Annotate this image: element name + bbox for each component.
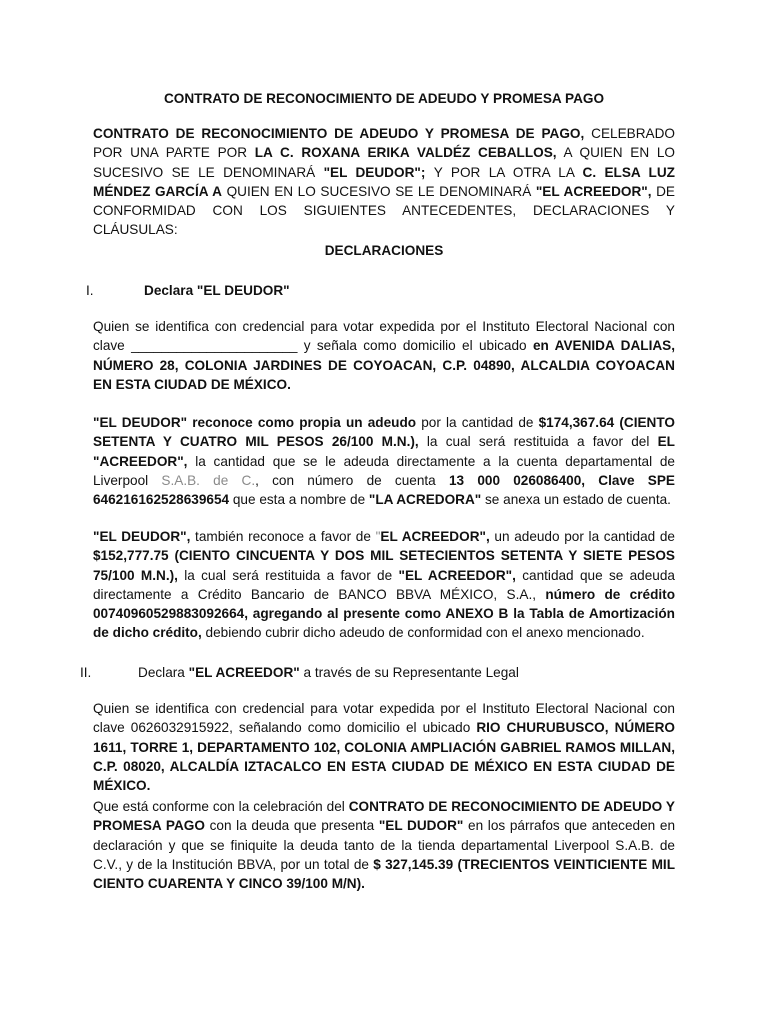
paragraph-text: debiendo cubrir dicho adeudo de conformidad con el anexo mencionado. — [201, 625, 645, 641]
intro-contract-name: CONTRATO DE RECONOCIMIENTO DE ADEUDO Y PROMESA DE PAGO, — [93, 126, 585, 141]
paragraph-text: se anexa un estado de cuenta. — [481, 492, 671, 508]
intro-text: DE CONFORMIDAD CON LOS SIGUIENTES ANTECEDENTES, DECLARACIONES Y CLÁUSULAS: — [93, 183, 675, 238]
debt-liverpool-paragraph — [93, 413, 675, 509]
intro-paragraph — [93, 124, 675, 240]
section-pre: Declara — [144, 283, 197, 298]
agreement-paragraph — [93, 797, 675, 893]
debtor-label: "EL DEUDOR"; — [323, 164, 434, 180]
section-number: II. — [80, 665, 92, 680]
creditor-address: RIO CHURUBUSCO, NÚMERO 1611, TORRE 1, DEPARTAMENTO 102, COLONIA AMPLIACIÓN GABRIEL RAMOS MILLAN, C.P. 08020, ALCALDÍA IZTACALCO EN ESTA CIUDAD DE MÉXICO EN ESTA CIUDAD DE MÉXICO. — [93, 720, 675, 794]
paragraph-text: Que está conforme con la celebración del — [93, 799, 349, 814]
creditor-label: "EL ACREEDOR", — [535, 183, 652, 199]
creditor-id-paragraph — [93, 699, 675, 795]
debtor-id-paragraph — [93, 317, 675, 394]
document-title: CONTRATO DE RECONOCIMIENTO DE ADEUDO Y PROMESA PAGO — [163, 91, 605, 106]
paragraph-text: , con número de cuenta — [255, 472, 449, 488]
section-number: I. — [86, 283, 94, 298]
debtor-label: "EL DEUDOR", — [93, 529, 191, 544]
paragraph-text: la cantidad que se le adeuda directamente a la cuenta departamental de Liverpool — [93, 453, 675, 488]
creditor-name: C. ELSA LUZ MÉNDEZ GARCÍA A — [93, 164, 675, 199]
paragraph-text: en los párrafos que anteceden en declaración y que se finiquite la deuda tanto de la tienda departamental Liverpool S.A.B. de C.V., y de la Institución BBVA, por un total de — [93, 818, 676, 872]
creditor-label: EL "ACREEDOR", — [93, 434, 675, 469]
intro-text: CELEBRADO POR UNA PARTE POR — [93, 126, 675, 161]
paragraph-text: que esta a nombre de — [229, 492, 369, 508]
section-label: "EL ACREEDOR" — [188, 665, 300, 680]
creditor-label: EL ACREEDOR", — [380, 529, 490, 544]
debtor-name: LA C. ROXANA ERIKA VALDÉZ CEBALLOS, — [254, 145, 557, 161]
paragraph-text: un adeudo por la cantidad de — [489, 529, 675, 544]
company-type: S.A.B. de C. — [161, 472, 256, 488]
quote-mark: " — [375, 529, 381, 544]
paragraph-text: la cual será restituida a favor de — [177, 567, 399, 583]
debtor-address: en AVENIDA DALIAS, NÚMERO 28, COLONIA JARDINES DE COYOACAN, C.P. 04890, ALCALDIA COYOACAN EN ESTA CIUDAD DE MÉXICO. — [93, 338, 676, 392]
paragraph-text: por la cantidad de — [416, 415, 539, 430]
section-pre: Declara — [138, 665, 189, 680]
amount-1: $174,367.64 (CIENTO SETENTA Y CUATRO MIL PESOS 26/100 M.N.), — [93, 415, 675, 450]
paragraph-text: Quien se identifica con credencial para votar expedida por el Instituto Electoral Nacional con clave ______________________ y señala como domicilio el ubicado — [93, 319, 675, 354]
paragraph-bold: "EL DEUDOR" reconoce como propia un adeudo — [93, 415, 417, 430]
paragraph-text: cantidad que se adeuda directamente a Crédito Bancario de BANCO BBVA MÉXICO, S.A., — [93, 567, 675, 602]
paragraph-text: también reconoce a favor de — [190, 529, 376, 544]
credit-number: número de crédito 00740960529883092664, agregando al presente como ANEXO B la Tabla de Amortización de dicho crédito, — [93, 586, 675, 641]
debtor-label: "EL DUDOR" — [378, 818, 464, 834]
intro-text: Y POR LA OTRA LA — [433, 164, 583, 180]
creditor-label: "EL ACREEDOR", — [398, 567, 516, 583]
creditor-label: "LA ACREDORA" — [368, 492, 482, 508]
amount-2: $152,777.75 (CIENTO CINCUENTA Y DOS MIL SETECIENTOS SETENTA Y SIETE PESOS 75/100 M.N.), — [93, 548, 675, 583]
debt-bbva-paragraph — [93, 527, 675, 643]
section-post: a través de su Representante Legal — [299, 665, 519, 680]
paragraph-text: Quien se identifica con credencial para votar expedida por el Instituto Electoral Nacional con clave 0626032915922, señalando como domicilio el ubicado — [93, 701, 675, 736]
account-number: 13 000 026086400, Clave SPE 646216162528639654 — [93, 472, 675, 508]
intro-text: A QUIEN EN LO SUCESIVO SE LE DENOMINARÁ — [93, 145, 675, 180]
paragraph-text: con la deuda que presenta — [204, 818, 379, 834]
section-heading-1 — [86, 281, 290, 301]
declaraciones-heading: DECLARACIONES — [324, 243, 444, 258]
intro-text: QUIEN EN LO SUCESIVO SE LE DENOMINARÁ — [221, 183, 536, 199]
section-heading-2 — [80, 663, 519, 683]
paragraph-text: la cual será restituida a favor del — [418, 434, 658, 450]
total-amount: $ 327,145.39 (TRECIENTOS VEINTICIENTE MIL CIENTO CUARENTA Y CINCO 39/100 M/N). — [93, 856, 675, 892]
section-label: "EL DEUDOR" — [196, 283, 290, 298]
contract-name: CONTRATO DE RECONOCIMIENTO DE ADEUDO Y PROMESA PAGO — [93, 799, 675, 834]
